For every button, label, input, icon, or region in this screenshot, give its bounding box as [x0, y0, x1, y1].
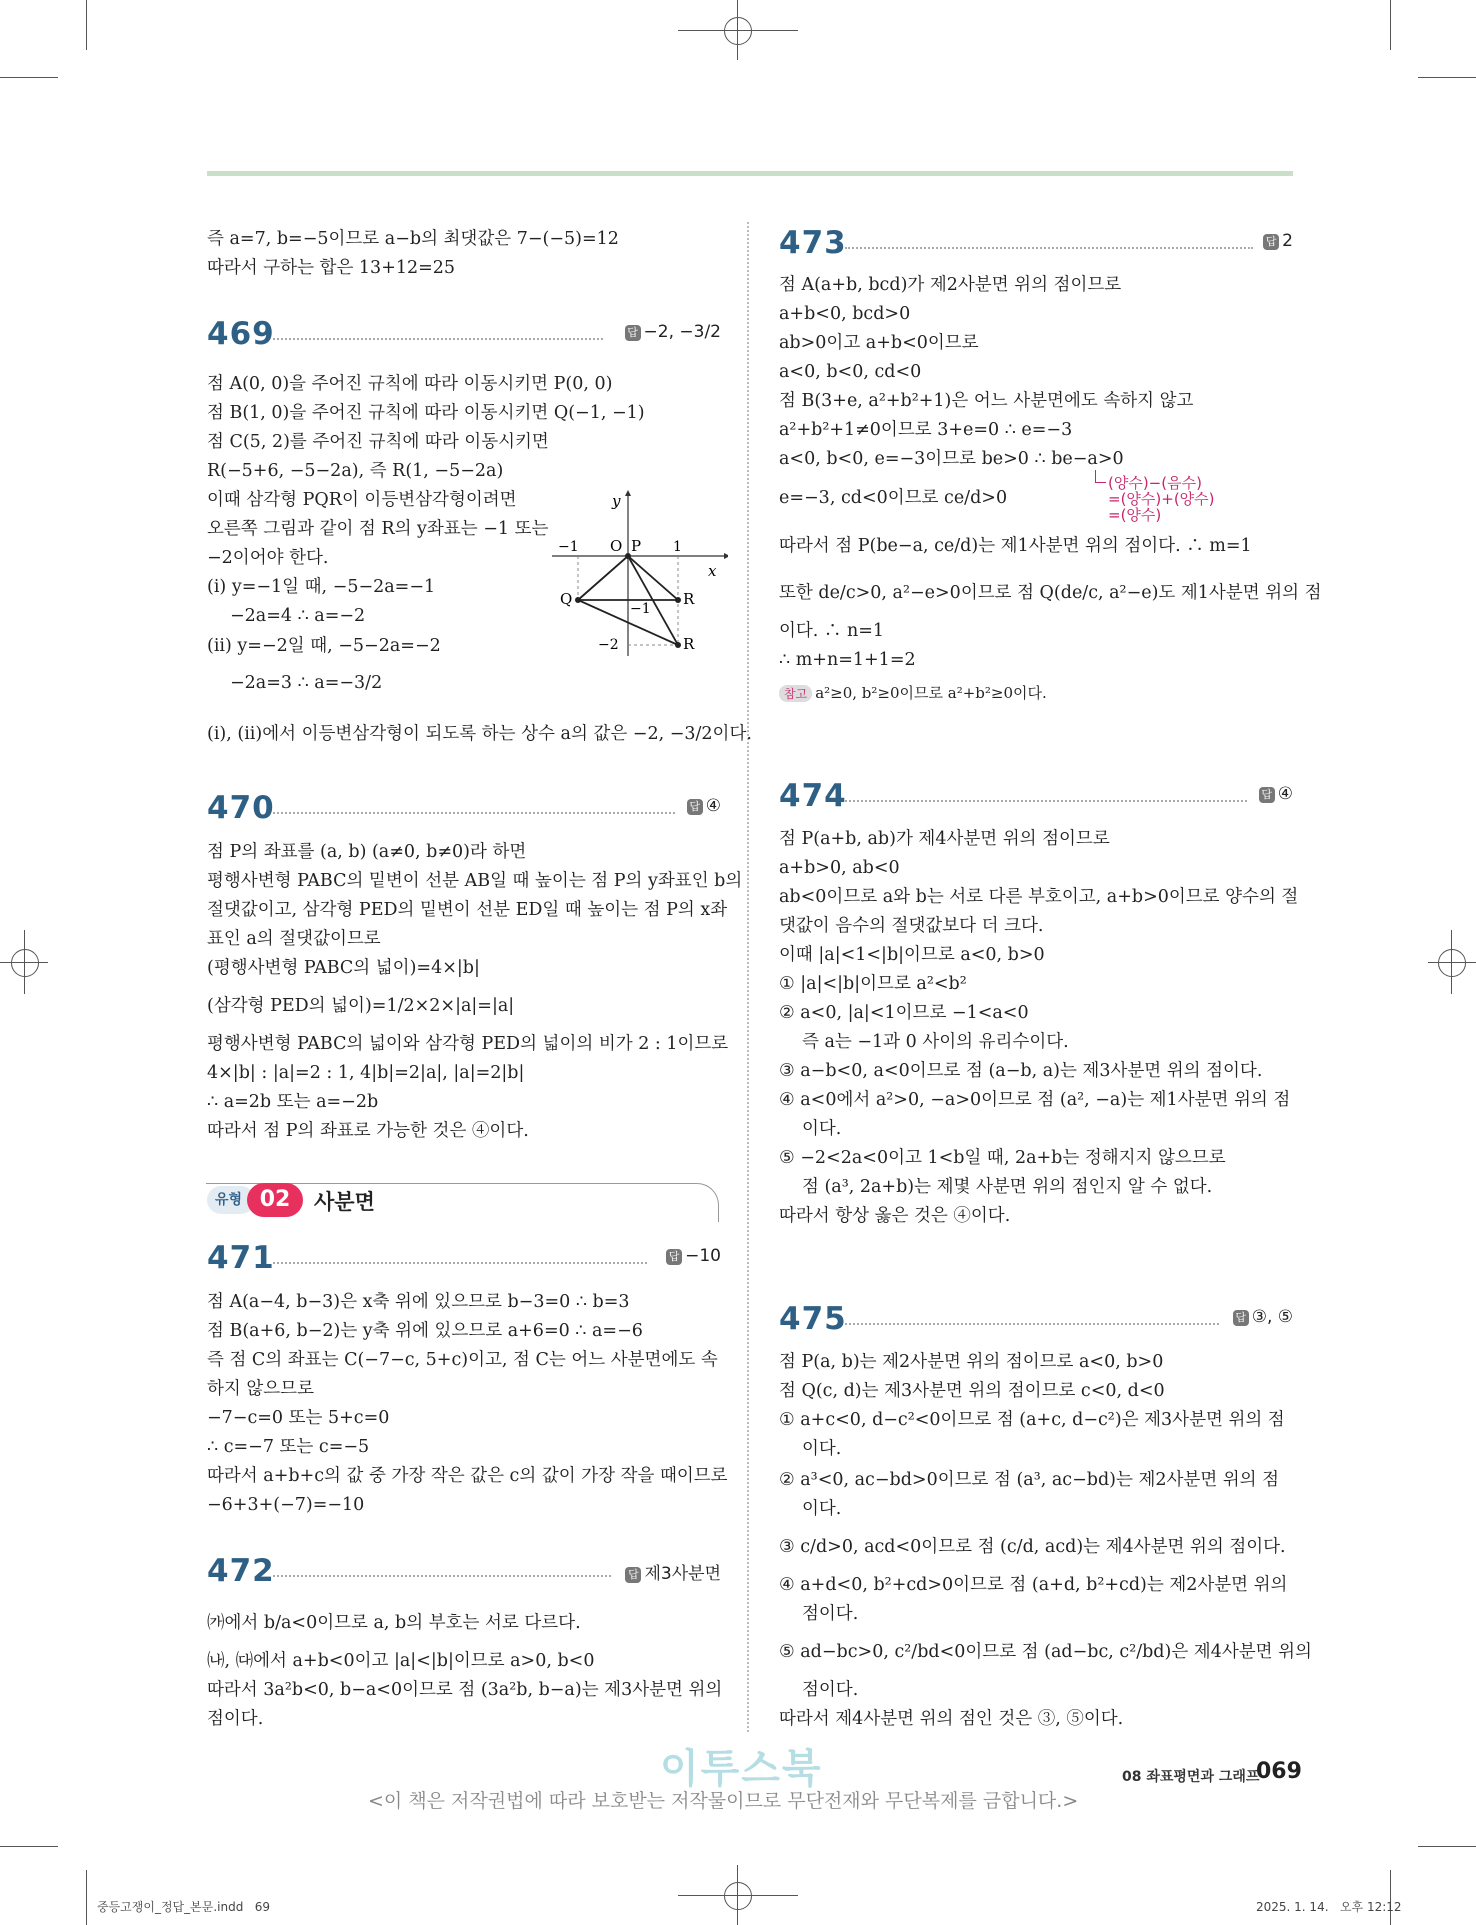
solution-line: a<0, b<0, cd<0: [779, 362, 922, 382]
label-origin: O: [610, 537, 623, 555]
solution-line: ③ a−b<0, a<0이므로 점 (a−b, a)는 제3사분면 위의 점이다.: [779, 1061, 1263, 1081]
leader-dots: [845, 800, 1247, 802]
label-x: x: [708, 562, 717, 580]
solution-line: ① a+c<0, d−c²<0이므로 점 (a+c, d−c²)은 제3사분면 위의 점: [779, 1410, 1285, 1430]
label-r2: R: [683, 635, 695, 653]
solution-line: 이다.: [802, 1119, 842, 1139]
leader-dots: [273, 812, 675, 814]
solution-line: a+b<0, bcd>0: [779, 304, 911, 324]
label-r1: R: [683, 590, 695, 608]
solution-line: ab>0이고 a+b<0이므로: [779, 333, 979, 353]
column-divider: [747, 222, 749, 1732]
solution-line: ㈎에서 b/a<0이므로 a, b의 부호는 서로 다르다.: [207, 1613, 581, 1633]
crop-mark: [0, 77, 58, 78]
tick-y-neg2: −2: [598, 637, 619, 653]
solution-line: 따라서 a+b+c의 값 중 가장 작은 값은 c의 값이 가장 작을 때이므로: [207, 1466, 728, 1486]
y-axis-arrow: [625, 490, 631, 496]
solution-line: 따라서 3a²b<0, b−a<0이므로 점 (3a²b, b−a)는 제3사분면 위의: [207, 1680, 723, 1700]
register-mark: [1438, 949, 1466, 977]
solution-line: ③ c/d>0, acd<0이므로 점 (c/d, acd)는 제4사분면 위의 점이다.: [779, 1537, 1286, 1557]
solution-line: ② a<0, |a|<1이므로 −1<a<0: [779, 1003, 1029, 1023]
print-date: 2025. 1. 14. 오후 12:12: [1256, 1900, 1402, 1914]
copyright-notice: <이 책은 저작권법에 따라 보호받는 저작물이므로 무단전재와 무단복제를 금합니다.>: [368, 1790, 1079, 1812]
solution-line: ⑤ −2<2a<0이고 1<b일 때, 2a+b는 정해지지 않으므로: [779, 1148, 1226, 1168]
solution-line: 점 B(1, 0)을 주어진 규칙에 따라 이동시키면 Q(−1, −1): [207, 403, 645, 423]
solution-line: −6+3+(−7)=−10: [207, 1495, 365, 1515]
problem-475-header: [779, 1301, 1293, 1341]
coordinate-graph: [548, 490, 728, 660]
solution-line: ∴ c=−7 또는 c=−5: [207, 1437, 370, 1457]
sign-note: =(양수): [1108, 506, 1162, 524]
file-info: 중등고쟁이_정답_본문.indd 69: [97, 1900, 271, 1914]
label-y: y: [612, 492, 621, 510]
crop-mark: [1418, 1846, 1476, 1847]
tick-y-neg1: −1: [630, 601, 651, 617]
solution-line: ④ a+d<0, b²+cd>0이므로 점 (a+d, b²+cd)는 제2사분면 위의: [779, 1575, 1288, 1595]
solution-line: a<0, b<0, e=−3이므로 be>0 ∴ be−a>0: [779, 449, 1124, 469]
solution-line: 따라서 점 P(be−a, ce/d)는 제1사분면 위의 점이다. ∴ m=1: [779, 536, 1252, 556]
problem-number: 471: [207, 1240, 275, 1276]
solution-line: 하지 않으므로: [207, 1379, 314, 1399]
solution-line: ㈏, ㈐에서 a+b<0이고 |a|<|b|이므로 a>0, b<0: [207, 1651, 595, 1671]
leader-dots: [845, 1323, 1219, 1325]
problem-471-header: [207, 1240, 721, 1280]
top-rule: [207, 171, 1293, 176]
chapter-label: 08 좌표평면과 그래프: [1122, 1769, 1260, 1785]
solution-line: 점 P의 좌표를 (a, b) (a≠0, b≠0)라 하면: [207, 842, 527, 862]
leader-dots: [273, 1575, 611, 1577]
type-title: 사분면: [314, 1190, 375, 1214]
solution-line: a+b>0, ab<0: [779, 858, 900, 878]
solution-line: 따라서 제4사분면 위의 점인 것은 ③, ⑤이다.: [779, 1709, 1124, 1729]
solution-line: 점 A(a+b, bcd)가 제2사분면 위의 점이므로: [779, 275, 1122, 295]
solution-line: ⑤ ad−bc>0, c²/bd<0이므로 점 (ad−bc, c²/bd)은 제4사분면 위의: [779, 1642, 1312, 1662]
answer-icon: 답: [1263, 234, 1279, 250]
solution-line: 평행사변형 PABC의 넓이와 삼각형 PED의 넓이의 비가 2 : 1이므로: [207, 1034, 729, 1054]
solution-line: 점 B(3+e, a²+b²+1)은 어느 사분면에도 속하지 않고: [779, 391, 1194, 411]
intro-line: 따라서 구하는 합은 13+12=25: [207, 258, 456, 278]
solution-line: 점 C(5, 2)를 주어진 규칙에 따라 이동시키면: [207, 432, 549, 452]
sign-note: (양수)−(음수): [1108, 474, 1202, 492]
register-mark: [11, 949, 39, 977]
answer-icon: 답: [666, 1249, 682, 1265]
answer: 답 2: [1263, 231, 1293, 251]
problem-474-header: [779, 778, 1293, 818]
reference-label: 참고: [779, 685, 812, 702]
solution-line: 점 A(0, 0)을 주어진 규칙에 따라 이동시키면 P(0, 0): [207, 374, 613, 394]
solution-line: (삼각형 PED의 넓이)=1/2×2×|a|=|a|: [207, 996, 515, 1016]
solution-line: 이다.: [802, 1499, 842, 1519]
solution-line: (i) y=−1일 때, −5−2a=−1: [207, 577, 436, 597]
sign-note: =(양수)+(양수): [1108, 490, 1215, 508]
solution-line: 4×|b| : |a|=2 : 1, 4|b|=2|a|, |a|=2|b|: [207, 1063, 525, 1083]
answer: 답 −10: [666, 1246, 721, 1266]
solution-line: ② a³<0, ac−bd>0이므로 점 (a³, ac−bd)는 제2사분면 위의 점: [779, 1470, 1280, 1490]
solution-line: a²+b²+1≠0이므로 3+e=0 ∴ e=−3: [779, 420, 1073, 440]
crop-mark: [1418, 77, 1476, 78]
leader-dots: [845, 247, 1253, 249]
solution-line: 점이다.: [802, 1680, 859, 1700]
answer-icon: 답: [625, 1567, 641, 1583]
solution-line: 점 P(a, b)는 제2사분면 위의 점이므로 a<0, b>0: [779, 1352, 1164, 1372]
answer-icon: 답: [625, 325, 641, 341]
answer-icon: 답: [687, 799, 703, 815]
label-p: P: [631, 537, 642, 555]
solution-line: 점 (a³, 2a+b)는 제몇 사분면 위의 점인지 알 수 없다.: [802, 1177, 1213, 1197]
solution-line: 이다.: [802, 1439, 842, 1459]
solution-line: (ii) y=−2일 때, −5−2a=−2: [207, 636, 441, 656]
problem-number: 470: [207, 790, 275, 826]
solution-line: 표인 a의 절댓값이므로: [207, 929, 381, 949]
solution-line: 또한 de/c>0, a²−e>0이므로 점 Q(de/c, a²−e)도 제1사분면 위의 점: [779, 583, 1322, 603]
solution-line: 따라서 항상 옳은 것은 ④이다.: [779, 1206, 1011, 1226]
page-number: 069: [1256, 1759, 1302, 1784]
solution-line: 즉 점 C의 좌표는 C(−7−c, 5+c)이고, 점 C는 어느 사분면에도 속: [207, 1350, 718, 1370]
solution-line: 점이다.: [207, 1709, 264, 1729]
intro-line: 즉 a=7, b=−5이므로 a−b의 최댓값은 7−(−5)=12: [207, 229, 619, 249]
solution-line: ab<0이므로 a와 b는 서로 다른 부호이고, a+b>0이므로 양수의 절: [779, 887, 1299, 907]
solution-line: 평행사변형 PABC의 밑변이 선분 AB일 때 높이는 점 P의 y좌표인 b의: [207, 871, 743, 891]
crop-mark: [1390, 0, 1391, 50]
reference-note: 참고 a²≥0, b²≥0이므로 a²+b²≥0이다.: [779, 682, 1047, 703]
problem-number: 475: [779, 1301, 847, 1337]
publisher-watermark: 이투스북: [660, 1746, 823, 1792]
problem-473-header: [779, 225, 1293, 265]
answer: 답 ③, ⑤: [1233, 1307, 1293, 1327]
answer-icon: 답: [1259, 787, 1275, 803]
solution-line: 이다. ∴ n=1: [779, 621, 885, 641]
solution-line: e=−3, cd<0이므로 ce/d>0: [779, 488, 1008, 508]
solution-line: (평행사변형 PABC의 넓이)=4×|b|: [207, 958, 480, 978]
leader-dots: [273, 338, 603, 340]
problem-number: 473: [779, 225, 847, 261]
problem-number: 474: [779, 778, 847, 814]
solution-line: −2이어야 한다.: [207, 548, 329, 568]
register-mark: [724, 17, 752, 45]
crop-mark: [0, 1846, 58, 1847]
solution-line: 따라서 점 P의 좌표로 가능한 것은 ④이다.: [207, 1121, 529, 1141]
problem-number: 472: [207, 1553, 275, 1589]
tick-neg1: −1: [558, 539, 579, 555]
type-number: 02: [247, 1183, 303, 1217]
register-mark: [724, 1882, 752, 1910]
solution-line: 점 Q(c, d)는 제3사분면 위의 점이므로 c<0, d<0: [779, 1381, 1165, 1401]
solution-line: (i), (ii)에서 이등변삼각형이 되도록 하는 상수 a의 값은 −2, −3/2이다.: [207, 724, 752, 744]
solution-line: ∴ a=2b 또는 a=−2b: [207, 1092, 379, 1112]
answer: 답 ④: [687, 796, 721, 816]
solution-line: 이때 |a|<1<|b|이므로 a<0, b>0: [779, 945, 1045, 965]
solution-line: 이때 삼각형 PQR이 이등변삼각형이려면: [207, 490, 517, 510]
solution-line: 즉 a는 −1과 0 사이의 유리수이다.: [802, 1032, 1069, 1052]
solution-line: R(−5+6, −5−2a), 즉 R(1, −5−2a): [207, 461, 504, 481]
problem-470-header: [207, 790, 721, 830]
solution-line: 점 B(a+6, b−2)는 y축 위에 있으므로 a+6=0 ∴ a=−6: [207, 1321, 643, 1341]
solution-line: 점 A(a−4, b−3)은 x축 위에 있으므로 b−3=0 ∴ b=3: [207, 1292, 630, 1312]
answer: 답 ④: [1259, 784, 1293, 804]
answer-icon: 답: [1233, 1310, 1249, 1326]
solution-line: −2a=3 ∴ a=−3/2: [230, 673, 383, 693]
answer: 답 −2, −3/2: [625, 322, 721, 342]
solution-line: 점이다.: [802, 1604, 859, 1624]
crop-mark: [86, 1870, 87, 1925]
point-r2: [675, 642, 681, 648]
solution-line: −2a=4 ∴ a=−2: [230, 606, 366, 626]
crop-mark: [86, 0, 87, 50]
answer: 답 제3사분면: [625, 1559, 721, 1584]
solution-line: 절댓값이고, 삼각형 PED의 밑변이 선분 ED일 때 높이는 점 P의 x좌: [207, 900, 728, 920]
solution-line: −7−c=0 또는 5+c=0: [207, 1408, 390, 1428]
x-axis-arrow: [724, 553, 728, 559]
solution-line: 댓값이 음수의 절댓값보다 더 크다.: [779, 916, 1044, 936]
solution-line: 점 P(a+b, ab)가 제4사분면 위의 점이므로: [779, 829, 1110, 849]
point-q: [575, 597, 581, 603]
type-badge: 유형: [207, 1186, 255, 1214]
problem-469-header: [207, 316, 721, 356]
solution-line: ④ a<0에서 a²>0, −a>0이므로 점 (a², −a)는 제1사분면 위의 점: [779, 1090, 1291, 1110]
point-r1: [675, 597, 681, 603]
tick-1: 1: [673, 539, 682, 555]
leader-dots: [273, 1262, 647, 1264]
label-q: Q: [560, 590, 573, 608]
problem-number: 469: [207, 316, 275, 352]
solution-line: ① |a|<|b|이므로 a²<b²: [779, 974, 967, 994]
solution-line: ∴ m+n=1+1=2: [779, 650, 916, 670]
problem-472-header: [207, 1553, 721, 1593]
note-pointer: [1095, 470, 1106, 483]
solution-line: 오른쪽 그림과 같이 점 R의 y좌표는 −1 또는: [207, 519, 549, 539]
